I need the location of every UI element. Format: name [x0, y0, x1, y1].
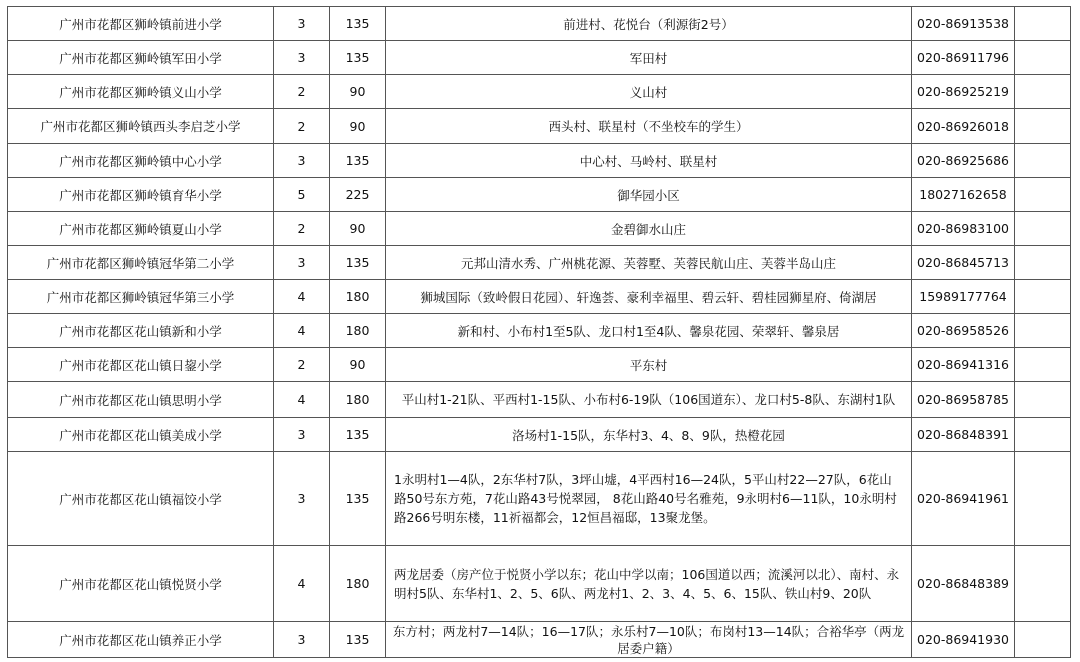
phone-cell: 020-86941930 — [912, 622, 1015, 658]
table-row — [8, 622, 1071, 658]
service-area-cell: 两龙居委（房产位于悦贤小学以东；花山中学以南；106国道以西；流溪河以北）、南村、永明村5队、东华村1、2、5、6队、两龙村1、2、3、4、5、6、15队、铁山村9、20队 — [386, 546, 912, 622]
service-area-cell: 义山村 — [386, 75, 912, 109]
note-cell — [1015, 41, 1071, 75]
note-cell — [1015, 280, 1071, 314]
school-name-cell: 广州市花都区狮岭镇中心小学 — [8, 144, 274, 178]
phone-cell: 020-86925219 — [912, 75, 1015, 109]
phone-cell: 020-86925686 — [912, 144, 1015, 178]
table-row — [8, 144, 1071, 178]
service-area-cell: 金碧御水山庄 — [386, 212, 912, 246]
school-name-cell: 广州市花都区狮岭镇育华小学 — [8, 178, 274, 212]
enrollment-cell: 135 — [330, 246, 386, 280]
class-count-cell: 3 — [274, 452, 330, 546]
table-row — [8, 109, 1071, 144]
phone-cell: 020-86958785 — [912, 382, 1015, 418]
phone-cell: 020-86848389 — [912, 546, 1015, 622]
table-row — [8, 382, 1071, 418]
phone-cell: 020-86913538 — [912, 7, 1015, 41]
service-area-cell: 东方村；两龙村7—14队；16—17队；永乐村7—10队；布岗村13—14队；合裕华亭（两龙居委户籍） — [386, 622, 912, 658]
class-count-cell: 4 — [274, 280, 330, 314]
note-cell — [1015, 7, 1071, 41]
class-count-cell: 4 — [274, 382, 330, 418]
table-row — [8, 212, 1071, 246]
phone-cell: 020-86845713 — [912, 246, 1015, 280]
phone-cell: 020-86941961 — [912, 452, 1015, 546]
table-row — [8, 246, 1071, 280]
enrollment-cell: 135 — [330, 452, 386, 546]
phone-cell: 020-86983100 — [912, 212, 1015, 246]
enrollment-cell: 180 — [330, 382, 386, 418]
school-name-cell: 广州市花都区狮岭镇夏山小学 — [8, 212, 274, 246]
service-area-cell: 军田村 — [386, 41, 912, 75]
school-enrollment-table — [7, 6, 1071, 658]
class-count-cell: 2 — [274, 109, 330, 144]
note-cell — [1015, 418, 1071, 452]
school-name-cell: 广州市花都区狮岭镇冠华第三小学 — [8, 280, 274, 314]
service-area-cell: 平山村1-21队、平西村1-15队、小布村6-19队（106国道东）、龙口村5-8队、东湖村1队 — [386, 382, 912, 418]
note-cell — [1015, 75, 1071, 109]
note-cell — [1015, 178, 1071, 212]
school-name-cell: 广州市花都区花山镇思明小学 — [8, 382, 274, 418]
enrollment-cell: 135 — [330, 418, 386, 452]
service-area-cell: 新和村、小布村1至5队、龙口村1至4队、馨泉花园、荣翠轩、馨泉居 — [386, 314, 912, 348]
enrollment-cell: 135 — [330, 41, 386, 75]
school-name-cell: 广州市花都区花山镇美成小学 — [8, 418, 274, 452]
class-count-cell: 3 — [274, 7, 330, 41]
note-cell — [1015, 382, 1071, 418]
school-name-cell: 广州市花都区狮岭镇军田小学 — [8, 41, 274, 75]
note-cell — [1015, 452, 1071, 546]
school-name-cell: 广州市花都区花山镇日鋆小学 — [8, 348, 274, 382]
table-row — [8, 452, 1071, 546]
school-name-cell: 广州市花都区花山镇福饺小学 — [8, 452, 274, 546]
school-name-cell: 广州市花都区狮岭镇西头李启芝小学 — [8, 109, 274, 144]
school-name-cell: 广州市花都区花山镇悦贤小学 — [8, 546, 274, 622]
note-cell — [1015, 144, 1071, 178]
class-count-cell: 3 — [274, 622, 330, 658]
table-row — [8, 418, 1071, 452]
table-row — [8, 348, 1071, 382]
school-name-cell: 广州市花都区狮岭镇义山小学 — [8, 75, 274, 109]
note-cell — [1015, 546, 1071, 622]
phone-cell: 020-86926018 — [912, 109, 1015, 144]
table-row — [8, 314, 1071, 348]
phone-cell: 020-86941316 — [912, 348, 1015, 382]
class-count-cell: 3 — [274, 41, 330, 75]
enrollment-cell: 135 — [330, 622, 386, 658]
class-count-cell: 3 — [274, 246, 330, 280]
note-cell — [1015, 109, 1071, 144]
service-area-cell: 狮城国际（致岭假日花园）、轩逸荟、豪利幸福里、碧云轩、碧桂园狮星府、倚湖居 — [386, 280, 912, 314]
enrollment-cell: 180 — [330, 314, 386, 348]
school-name-cell: 广州市花都区花山镇养正小学 — [8, 622, 274, 658]
enrollment-cell: 135 — [330, 7, 386, 41]
table-row — [8, 75, 1071, 109]
phone-cell: 18027162658 — [912, 178, 1015, 212]
phone-cell: 15989177764 — [912, 280, 1015, 314]
table-row — [8, 546, 1071, 622]
class-count-cell: 2 — [274, 348, 330, 382]
phone-cell: 020-86848391 — [912, 418, 1015, 452]
service-area-cell: 前进村、花悦台（利源街2号） — [386, 7, 912, 41]
class-count-cell: 3 — [274, 418, 330, 452]
note-cell — [1015, 246, 1071, 280]
note-cell — [1015, 348, 1071, 382]
enrollment-cell: 90 — [330, 212, 386, 246]
phone-cell: 020-86911796 — [912, 41, 1015, 75]
phone-cell: 020-86958526 — [912, 314, 1015, 348]
table-row — [8, 178, 1071, 212]
enrollment-cell: 90 — [330, 348, 386, 382]
enrollment-cell: 180 — [330, 280, 386, 314]
service-area-cell: 1永明村1—4队，2东华村7队，3坪山墟，4平西村16—24队，5平山村22—27队，6花山路50号东方苑，7花山路43号悦翠园， 8花山路40号名雅苑，9永明村6—11队，10永明村路266号明东楼，11祈福都会，12恒昌福邸，13聚龙堡。 — [386, 452, 912, 546]
enrollment-cell: 90 — [330, 109, 386, 144]
class-count-cell: 3 — [274, 144, 330, 178]
school-name-cell: 广州市花都区狮岭镇前进小学 — [8, 7, 274, 41]
class-count-cell: 4 — [274, 314, 330, 348]
class-count-cell: 2 — [274, 75, 330, 109]
table-row — [8, 7, 1071, 41]
class-count-cell: 5 — [274, 178, 330, 212]
service-area-cell: 御华园小区 — [386, 178, 912, 212]
note-cell — [1015, 622, 1071, 658]
class-count-cell: 4 — [274, 546, 330, 622]
enrollment-cell: 180 — [330, 546, 386, 622]
table-body — [8, 7, 1071, 658]
note-cell — [1015, 314, 1071, 348]
school-name-cell: 广州市花都区花山镇新和小学 — [8, 314, 274, 348]
table-row — [8, 280, 1071, 314]
enrollment-cell: 90 — [330, 75, 386, 109]
school-name-cell: 广州市花都区狮岭镇冠华第二小学 — [8, 246, 274, 280]
service-area-cell: 西头村、联星村（不坐校车的学生） — [386, 109, 912, 144]
enrollment-cell: 135 — [330, 144, 386, 178]
service-area-cell: 元邦山清水秀、广州桃花源、芙蓉墅、芙蓉民航山庄、芙蓉半岛山庄 — [386, 246, 912, 280]
enrollment-cell: 225 — [330, 178, 386, 212]
note-cell — [1015, 212, 1071, 246]
class-count-cell: 2 — [274, 212, 330, 246]
table-row — [8, 41, 1071, 75]
service-area-cell: 中心村、马岭村、联星村 — [386, 144, 912, 178]
service-area-cell: 平东村 — [386, 348, 912, 382]
service-area-cell: 洛场村1-15队，东华村3、4、8、9队，热橙花园 — [386, 418, 912, 452]
